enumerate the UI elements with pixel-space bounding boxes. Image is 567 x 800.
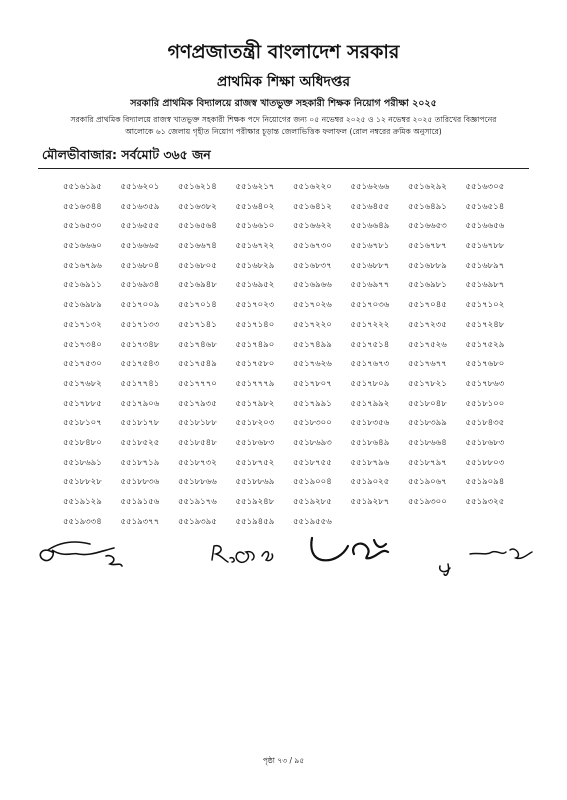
roll-number: ৫৫১৭৯৩৫ <box>178 397 217 408</box>
roll-number: ৫৫১৮২০৩ <box>235 417 275 428</box>
roll-number: ৫৫১৬২৯২ <box>408 181 447 191</box>
roll-number: ৫৫১৮০৪৮ <box>408 397 447 408</box>
signature-3 <box>311 538 388 560</box>
roll-number: ৫৫১৬৮৩৭ <box>293 259 332 270</box>
roll-number: ৫৫১৭৮২১ <box>408 377 447 388</box>
roll-number: ৫৫১৬৩৮২ <box>178 200 217 211</box>
roll-number: ৫৫১৮৮৬৯ <box>235 476 275 487</box>
roll-number: ৫৫১৬৪৫৫ <box>350 200 390 211</box>
roll-number: ৫৫১৬৫৫৫ <box>120 220 160 231</box>
roll-number: ৫৫১৭১৩২ <box>63 318 102 329</box>
roll-number: ৫৫১৭২২০ <box>293 318 332 329</box>
roll-number: ৫৫১৬৮৮৭ <box>350 259 390 270</box>
roll-number: ৫৫১৬৫৬৪ <box>178 220 217 231</box>
roll-number: ৫৫১৬২২০ <box>293 181 332 191</box>
roll-number: ৫৫১৬৯৮৭ <box>465 279 505 290</box>
roll-number: ৫৫১৭৫৪৩ <box>120 358 160 369</box>
notice-text <box>40 114 527 138</box>
roll-number: ৫৫১৭১০২ <box>465 299 505 310</box>
roll-number: ৫৫১৮৮৬৬ <box>178 476 217 487</box>
roll-number: ৫৫১৭০২৩ <box>235 299 275 310</box>
roll-number: ৫৫১৯০৬৭ <box>408 476 447 487</box>
roll-number: ৫৫১৬৮৯৭ <box>465 259 505 270</box>
roll-number: ৫৫১৬২০১ <box>120 181 160 191</box>
roll-number: ৫৫১৯৩০০ <box>408 496 447 506</box>
roll-number: ৫৫১৮৩৫৬ <box>350 417 390 428</box>
roll-number: ৫৫১৭৬৮০ <box>465 358 505 369</box>
roll-number: ৫৫১৮১৮৮ <box>178 417 217 428</box>
roll-number: ৫৫১৮৭৫২ <box>235 456 275 467</box>
signature-1 <box>40 542 122 566</box>
roll-number: ৫৫১৭৫২৬ <box>408 338 447 349</box>
roll-number: ৫৫১৮৬৯১ <box>63 456 102 467</box>
roll-number: ৫৫১৭১৩৩ <box>120 318 160 329</box>
roll-number: ৫৫১৬৪৯১ <box>408 200 447 211</box>
roll-number: ৫৫১৬৬৬৫ <box>120 240 160 251</box>
roll-number: ৫৫১৭৬২৬ <box>293 358 332 369</box>
roll-number: ৫৫১৬৯৩৪ <box>120 279 160 290</box>
roll-number: ৫৫১৬৬৫৬ <box>465 220 505 231</box>
roll-number: ৫৫১৭৩৪০ <box>63 338 102 349</box>
roll-number: ৫৫১৭৮০৯ <box>350 377 390 388</box>
roll-number: ৫৫১৭৯৮২ <box>235 397 275 408</box>
roll-number: ৫৫১৭২৪৮ <box>465 318 505 329</box>
roll-number: ৫৫১৬৬৪৯ <box>350 220 390 231</box>
roll-number: ৫৫১৯২৮৭ <box>350 496 390 506</box>
roll-number: ৫৫১৬৮২৯ <box>235 259 275 270</box>
roll-number: ৫৫১৭০১৪ <box>178 299 217 310</box>
roll-number: ৫৫১৭৪৬৮ <box>178 338 217 349</box>
roll-number: ৫৫১৬৩০৫ <box>465 181 505 191</box>
roll-number: ৫৫১৬৯৫২ <box>235 279 275 290</box>
roll-number: ৫৫১৭৫৮০ <box>235 358 275 369</box>
roll-number: ৫৫১৮৩৯৯ <box>408 417 447 428</box>
roll-number: ৫৫১৯৪৫৯ <box>235 515 275 526</box>
roll-number: ৫৫১৭৮০৭ <box>293 377 332 388</box>
page-title: গণপ্রজাতন্ত্রী বাংলাদেশ সরকার <box>167 41 400 63</box>
roll-number: ৫৫১৯৩৭৭ <box>120 515 160 526</box>
roll-number: ৫৫১৭৫৪৯ <box>178 358 217 369</box>
roll-number: ৫৫১৬৩৫৯ <box>120 200 160 211</box>
page-number: পৃষ্ঠা ৭৩ / ৯৫ <box>262 756 305 765</box>
roll-number: ৫৫১৬৯৭৭ <box>350 279 390 290</box>
roll-number: ৫৫১৬৭৮৭ <box>408 240 447 251</box>
signature-2 <box>212 546 273 563</box>
roll-number: ৫৫১৮৭৯৬ <box>350 456 390 467</box>
roll-number: ৫৫১৭৮৬৩ <box>465 377 505 388</box>
roll-number: ৫৫১৮১০৭ <box>63 417 102 428</box>
roll-number: ৫৫১৮৫২৫ <box>120 436 160 447</box>
roll-number: ৫৫১৮৪৩৫ <box>465 417 505 428</box>
department-name: প্রাথমিক শিক্ষা অধিদপ্তর <box>216 74 351 90</box>
roll-number: ৫৫১৯৩৯৫ <box>178 515 217 526</box>
roll-number: ৫৫১৬৪১২ <box>293 200 332 211</box>
district-heading: মৌলভীবাজার: সর্বমোট ৩৬৫ জন <box>42 147 211 162</box>
notice-line-1: সরকারি প্রাথমিক বিদ্যালয়ে রাজস্ব খাতভুক্ত সহকারী শিক্ষক পদে নিয়োগের জন্য ০৫ নভেম্বর ২০২৫ ও ১২ নভেম্বর ২০২৫ তারিখের বিজ্ঞাপনের <box>70 115 497 124</box>
roll-number: ৫৫১৬৬২২ <box>293 220 332 231</box>
roll-number: ৫৫১৯০০৪ <box>293 476 332 487</box>
roll-number: ৫৫১৭৩৪৮ <box>120 338 160 349</box>
roll-number: ৫৫১৭৪৯০ <box>235 338 275 349</box>
roll-number: ৫৫১৭৪৯৯ <box>293 338 332 349</box>
roll-number: ৫৫১৮৭১৯ <box>120 456 160 467</box>
roll-number: ৫৫১৭৫২৯ <box>465 338 505 349</box>
roll-number: ৫৫১৭০২৬ <box>293 299 332 310</box>
roll-number: ৫৫১৬৯১১ <box>63 279 102 290</box>
roll-number: ৫৫১৭০৩৬ <box>350 299 390 310</box>
roll-number: ৫৫১৮১০০ <box>465 397 505 408</box>
roll-number: ৫৫১৬৫৩০ <box>63 220 102 231</box>
roll-number: ৫৫১৬২১৭ <box>235 181 275 191</box>
roll-number: ৫৫১৬১৯৫ <box>63 181 102 191</box>
roll-number: ৫৫১৬৭৯৬ <box>63 259 102 270</box>
roll-number: ৫৫১৯১৫৬ <box>120 496 160 506</box>
roll-number: ৫৫১৮৫৪৮ <box>178 436 217 447</box>
roll-number: ৫৫১৯১৭৬ <box>178 496 217 506</box>
roll-number: ৫৫১৮৮২৮ <box>63 476 102 487</box>
roll-number: ৫৫১৬৮০৪ <box>120 259 160 270</box>
roll-number-grid <box>63 180 533 534</box>
roll-number: ৫৫১৯৩৩৪ <box>63 515 102 526</box>
roll-number: ৫৫১৭৫১৪ <box>350 338 390 349</box>
roll-number: ৫৫১৯১২৯ <box>63 496 102 506</box>
roll-number: ৫৫১৭৭৪১ <box>120 377 160 388</box>
roll-number: ৫৫১৬৮৮৯ <box>408 259 447 270</box>
roll-number: ৫৫১৮৩০০ <box>293 417 332 428</box>
roll-number: ৫৫১৭০৪৫ <box>408 299 447 310</box>
roll-number: ৫৫১৬৯৬৬ <box>293 279 332 290</box>
roll-number: ৫৫১৭৯৯১ <box>293 397 332 408</box>
roll-number: ৫৫১৭৭৭০ <box>178 377 217 388</box>
roll-number: ৫৫১৭১৪০ <box>235 318 275 329</box>
roll-number: ৫৫১৭৮৮৫ <box>63 397 102 408</box>
roll-number: ৫৫১৮৬৮৩ <box>465 436 505 447</box>
roll-number: ৫৫১৬৯৪৮ <box>178 279 217 290</box>
roll-number: ৫৫১৬৯৮৯ <box>63 299 102 310</box>
roll-number: ৫৫১৬৬৬০ <box>63 240 102 251</box>
roll-number: ৫৫১৯২৪৮ <box>235 496 275 506</box>
notice-line-2: আলোকে ৬১ জেলায় গৃহীত নিয়োগ পরীক্ষার চূড়ান্ত জেলাভিত্তিক ফলাফল (রোল নম্বরের ক্রমিক অনুসারে) <box>125 127 442 136</box>
roll-number: ৫৫১৭৫৩০ <box>63 358 102 369</box>
roll-number: ৫৫১৬৫১৪ <box>465 200 505 211</box>
divider <box>38 168 529 169</box>
roll-number: ৫৫১৮৬৯৩ <box>293 436 332 447</box>
roll-number: ৫৫১৭৬৭৩ <box>350 358 390 369</box>
roll-number: ৫৫১৭৯০৬ <box>120 397 160 408</box>
roll-number: ৫৫১৯৫৫৬ <box>293 515 332 526</box>
signature-4 <box>440 549 532 575</box>
roll-number: ৫৫১৮৬৪৯ <box>350 436 390 447</box>
roll-number: ৫৫১৮৭৯৭ <box>408 456 447 467</box>
roll-number: ৫৫১৯৩২৫ <box>465 496 505 506</box>
roll-number: ৫৫১৭২৩৫ <box>408 318 447 329</box>
roll-number: ৫৫১৮৬৮৩ <box>235 436 275 447</box>
roll-number: ৫৫১৯০২৫ <box>350 476 390 487</box>
roll-number: ৫৫১৭২২২ <box>350 318 390 329</box>
roll-number: ৫৫১৭৯৯২ <box>350 397 390 408</box>
roll-number: ৫৫১৬৭৮১ <box>350 240 390 251</box>
roll-number: ৫৫১৮৭৩২ <box>178 456 217 467</box>
roll-number: ৫৫১৬৩৪৪ <box>63 200 102 211</box>
roll-number: ৫৫১৮৬৬৪ <box>408 436 447 447</box>
roll-number: ৫৫১৮৮০৩ <box>465 456 505 467</box>
roll-number: ৫৫১৬৬৫৩ <box>408 220 447 231</box>
roll-number: ৫৫১৮৪৮০ <box>63 436 102 447</box>
roll-number: ৫৫১৮১৭৮ <box>120 417 160 428</box>
roll-number: ৫৫১৬৭৮৮ <box>465 240 505 251</box>
roll-number: ৫৫১৬৬১০ <box>235 220 275 231</box>
exam-title: সরকারি প্রাথমিক বিদ্যালয়ে রাজস্ব খাতভুক্ত সহকারী শিক্ষক নিয়োগ পরীক্ষা ২০২৫ <box>130 98 437 109</box>
roll-number: ৫৫১৯০৯৪ <box>465 476 505 487</box>
roll-number: ৫৫১৭৬৮২ <box>63 377 102 388</box>
roll-number: ৫৫১৬৪০২ <box>235 200 275 211</box>
roll-number: ৫৫১৬২৬৬ <box>350 181 390 191</box>
roll-number: ৫৫১৭৬৭৭ <box>408 358 447 369</box>
roll-number: ৫৫১৭১৪১ <box>178 318 217 329</box>
roll-number: ৫৫১৭০০৯ <box>120 299 160 310</box>
roll-number: ৫৫১৮৭৫৫ <box>293 456 332 467</box>
roll-number: ৫৫১৬৭৩০ <box>293 240 332 251</box>
roll-number: ৫৫১৮৮৩৬ <box>120 476 160 487</box>
roll-number: ৫৫১৭৭৭৯ <box>235 377 275 388</box>
roll-number: ৫৫১৬৭২২ <box>235 240 275 251</box>
roll-number: ৫৫১৬২১৪ <box>178 181 217 191</box>
roll-number: ৫৫১৯২৮৫ <box>293 496 332 506</box>
roll-number: ৫৫১৬৯৮১ <box>408 279 447 290</box>
roll-number: ৫৫১৬৮০৫ <box>178 259 217 270</box>
roll-number: ৫৫১৬৬৭৪ <box>178 240 217 251</box>
signatures <box>30 532 550 592</box>
